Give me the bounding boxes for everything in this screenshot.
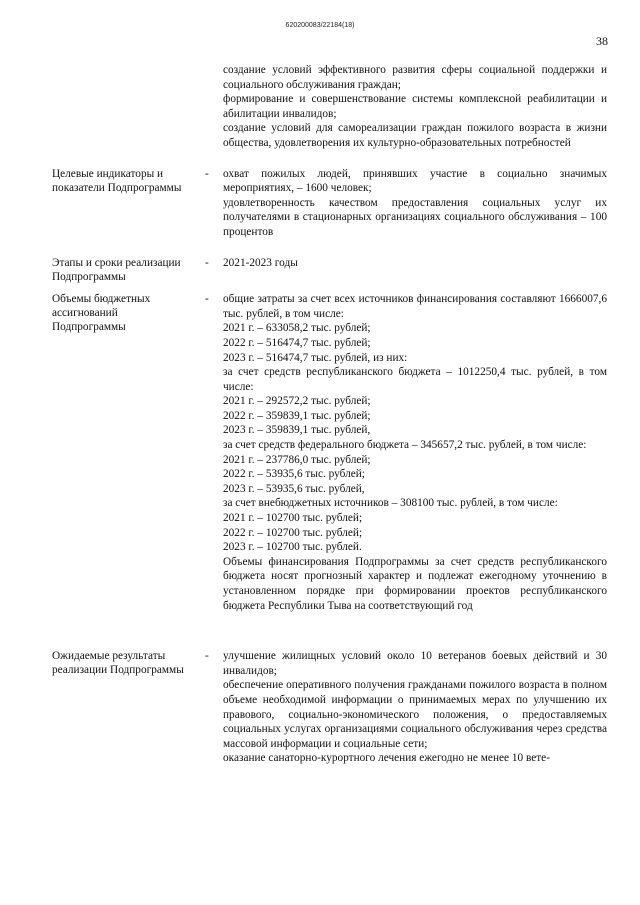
text-line: 2023 г. – 53935,6 тыс. рублей,	[223, 482, 365, 495]
text-line: Объемы финансирования Подпрограммы за счет средств республиканского бюджета носят прогнозный характер и подлежат ежегодному уточнению в установленном порядке при формировании проектов республиканского бюджета Республики Тыва на соответствующий год	[223, 555, 607, 612]
text-line: 2022 г. – 53935,6 тыс. рублей;	[223, 468, 365, 481]
document-id: 620200083/22184(18)	[285, 22, 355, 29]
text-line: 2021 г. – 633058,2 тыс. рублей;	[223, 322, 371, 335]
section-label: Объемы бюджетных ассигнований Подпрограммы	[52, 293, 151, 334]
section-label: Этапы и сроки реализации Подпрограммы	[52, 256, 181, 283]
text-line: обеспечение оперативного получения гражданами пожилого возраста в полном объеме необходимой информации о принимаемых мерах по улучшению их правового, социально-экономического положения, о предоставляемых социальных услугах организациями социального обслуживания через средства массовой информации и социальные сети;	[223, 679, 607, 750]
section-text	[223, 167, 607, 240]
text-line: формирование и совершенствование системы комплексной реабилитации и абилитации инвалидов;	[223, 93, 607, 120]
section-text	[223, 292, 607, 613]
text-line: общие затраты за счет всех источников финансирования составляют 1666007,6 тыс. рублей, в том числе:	[223, 293, 607, 320]
section-text	[223, 649, 607, 766]
text-line: 2023 г. – 359839,1 тыс. рублей,	[223, 424, 371, 437]
text-line: создание условий эффективного развития сферы социальной поддержки и социального обслуживания граждан;	[223, 64, 607, 91]
text-line: за счет внебюджетных источников – 308100 тыс. рублей, в том числе:	[223, 497, 558, 510]
section-expected-results	[0, 649, 640, 766]
section-text	[223, 63, 607, 151]
passport-table	[0, 63, 640, 766]
section-text	[223, 256, 607, 271]
text-line: 2023 г. – 516474,7 тыс. рублей, из них:	[223, 351, 408, 364]
section-indicators	[0, 167, 640, 240]
text-line: 2023 г. – 102700 тыс. рублей.	[223, 541, 362, 554]
section-budget	[0, 292, 640, 613]
section-goals-continued	[0, 63, 640, 151]
text-line: охват пожилых людей, принявших участие в социально значимых мероприятиях, – 1600 человек;	[223, 167, 607, 195]
section-dash: -	[205, 256, 209, 269]
section-stages	[0, 256, 640, 283]
text-line: 2022 г. – 516474,7 тыс. рублей;	[223, 336, 371, 349]
section-label: Целевые индикаторы и показатели Подпрограммы	[52, 167, 182, 194]
text-line: за счет средств республиканского бюджета – 1012250,4 тыс. рублей, в том числе:	[223, 366, 607, 393]
text-line: 2021 г. – 292572,2 тыс. рублей;	[223, 395, 371, 408]
text-line: удовлетворенность качеством предоставления социальных услуг их получателями в стационарных организациях социального обслуживания – 100 процентов	[223, 196, 607, 238]
section-dash: -	[205, 650, 209, 663]
text-line: 2022 г. – 102700 тыс. рублей;	[223, 526, 363, 539]
text-line: за счет средств федерального бюджета – 345657,2 тыс. рублей, в том числе:	[223, 439, 587, 452]
section-label: Ожидаемые результаты реализации Подпрограммы	[52, 650, 184, 677]
text-line: оказание санаторно-курортного лечения ежегодно не менее 10 вете-	[223, 752, 550, 765]
text-line: 2021 г. – 237786,0 тыс. рублей;	[223, 453, 371, 466]
section-dash: -	[205, 167, 209, 180]
text-line: создание условий для самореализации граждан пожилого возраста в жизни общества, удовлетворения их культурно-образовательных потребностей	[223, 122, 607, 149]
text-line: 2021-2023 годы	[223, 256, 298, 269]
page-number: 38	[596, 34, 608, 48]
text-line: 2022 г. – 359839,1 тыс. рублей;	[223, 409, 371, 422]
text-line: улучшение жилищных условий около 10 ветеранов боевых действий и 30 инвалидов;	[223, 650, 607, 677]
section-dash: -	[205, 293, 209, 306]
text-line: 2021 г. – 102700 тыс. рублей;	[223, 512, 363, 525]
